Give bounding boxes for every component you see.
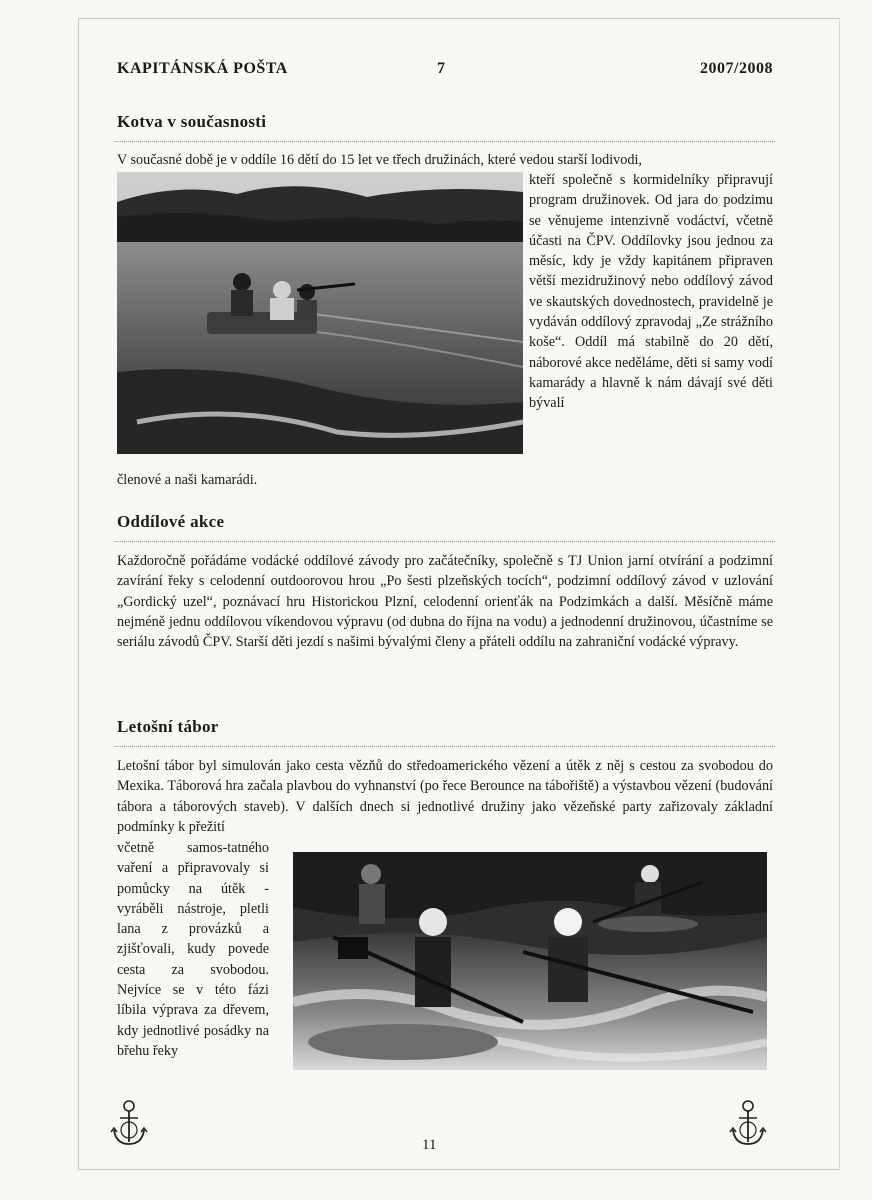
camp-side-text: včetně samos-tatného vaření a připravovaly si pomůcky na útěk - vyráběli nástroje, pletli lana z provázků a zjišťovali, kudy povede cesta za svobodou. Nejvíce se v této fázi líbila výprava za dřevem, kdy jednotlivé posádky na břehu řeky (117, 840, 269, 1059)
section-title-events: Oddílové akce (117, 512, 225, 531)
page-number: 11 (422, 1137, 437, 1153)
present-side-text: kteří společně s kormidelníky připravují program družinovek. Od jara do podzimu se věnujeme intenzivně vodáctví, včetně účasti na ČPV. Oddílovky jsou jednou za měsíc, kdy je vždy kapitánem připraven větší mezidružinový nebo oddílový závod ve skautských dovednostech, pravidelně je vydáván oddílový zpravodaj „Ze strážního koše“. Oddíl má stabilně do 20 dětí, náborové akce neděláme, děti si samy vodí kamarády a hlavně k nám dávají své děti bývalí (529, 172, 773, 412)
issue-year: 2007/2008 (700, 60, 773, 77)
rafting-photo (117, 172, 523, 454)
issue-number: 7 (437, 60, 446, 77)
kayaking-photo (293, 852, 767, 1070)
present-intro-line: V současné době je v oddíle 16 dětí do 15 let ve třech družinách, které vedou starší lodivodi, (117, 152, 642, 168)
camp-text: Letošní tábor byl simulován jako cesta vězňů do středoamerického vězení a útěk z něj s cestou za svobodou do Mexika. Táborová hra začala plavbou do vyhnanství (po řece Berounce na tábořiště) a výstavbou vězení (budování tábora a táborových staveb). V dalších dnech si jednotlivé družiny jako vězeňské party zařizovaly základní podmínky k přežití (117, 758, 773, 835)
events-text: Každoročně pořádáme vodácké oddílové závody pro začátečníky, společně s TJ Union jarní otvírání a podzimní zavírání řeky s celodenní outdoorovou hrou „Po šesti plzeňských tocích“, podzimní oddílový závod v uzlování „Gordický uzel“, poznávací hru Historickou Plzní, celodenní orienťák na Podzimkách a další. Měsíčně máme nejméně jednu oddílovou víkendovou výpravu (od dubna do října na vodu) a jednodenní družinovou, účastníme se seriálu závodů ČPV. Starší děti jezdí s našimi bývalými členy a přáteli oddílu na zahraniční vodácké výpravy. (117, 553, 773, 651)
anchor-emblem-icon (108, 1098, 150, 1150)
section-rule (115, 541, 775, 542)
present-last-line: členové a naši kamarádi. (117, 472, 258, 488)
section-rule (115, 746, 775, 747)
section-rule (115, 141, 775, 142)
page-header (117, 60, 773, 82)
section-title-camp: Letošní tábor (117, 717, 219, 736)
newsletter-title: KAPITÁNSKÁ POŠTA (117, 60, 288, 77)
section-title-present: Kotva v současnosti (117, 112, 267, 131)
anchor-emblem-icon (727, 1098, 769, 1150)
